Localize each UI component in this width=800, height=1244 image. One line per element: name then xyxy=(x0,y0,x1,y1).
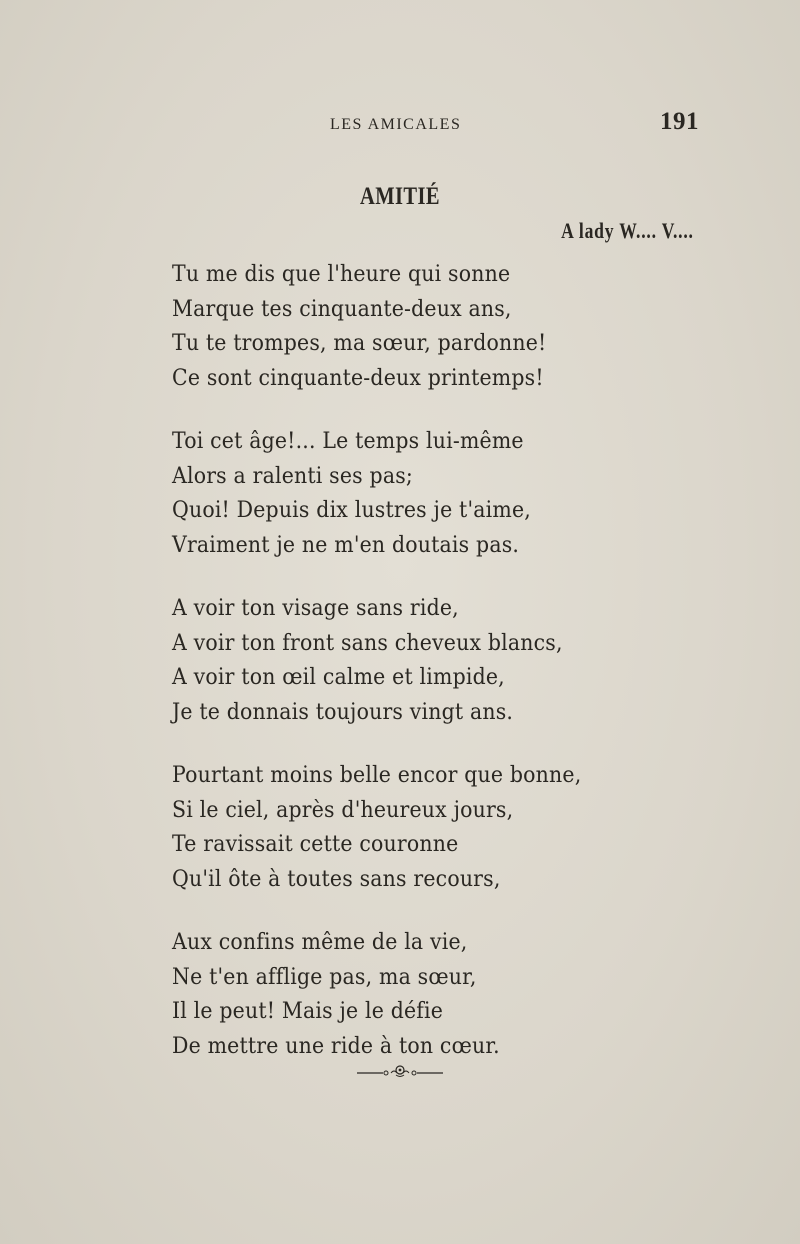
verse-line: Tu te trompes, ma sœur, pardonne! xyxy=(172,331,547,356)
verse-line: A voir ton front sans cheveux blancs, xyxy=(172,630,563,656)
verse-line: Ce sont cinquante-deux printemps! xyxy=(172,365,544,391)
running-title: LES AMICALES xyxy=(330,116,462,133)
verse-line: Si le ciel, après d'heureux jours, xyxy=(172,797,514,823)
verse-line: Alors a ralenti ses pas; xyxy=(172,463,413,489)
stanza-2 xyxy=(172,425,672,563)
stanza-4 xyxy=(172,759,672,897)
fleuron-icon xyxy=(0,1064,800,1084)
verse-line: Pourtant moins belle encor que bonne, xyxy=(172,763,582,788)
running-head xyxy=(0,108,800,138)
verse-line: A voir ton œil calme et limpide, xyxy=(172,665,505,690)
stanza-3 xyxy=(172,592,672,730)
verse-line: Qu'il ôte à toutes sans recours, xyxy=(172,866,501,892)
verse-line: Aux confins même de la vie, xyxy=(172,930,468,955)
verse-line: Il le peut! Mais je le défie xyxy=(172,999,444,1024)
verse-line: Tu me dis que l'heure qui sonne xyxy=(172,262,511,287)
page-number: 191 xyxy=(660,108,699,135)
stanza-5 xyxy=(172,926,672,1064)
verse-line: Te ravissait cette couronne xyxy=(172,832,459,857)
verse-line: Je te donnais toujours vingt ans. xyxy=(172,699,514,725)
stanza-1 xyxy=(172,258,672,396)
verse-line: Ne t'en afflige pas, ma sœur, xyxy=(172,964,477,990)
verse-line: Marque tes cinquante-deux ans, xyxy=(172,296,512,322)
verse-line: Toi cet âge!... Le temps lui-même xyxy=(172,429,524,454)
verse-line: Quoi! Depuis dix lustres je t'aime, xyxy=(172,498,531,523)
poem-body xyxy=(172,258,672,1093)
verse-line: De mettre une ride à ton cœur. xyxy=(172,1033,500,1059)
verse-line: Vraiment je ne m'en doutais pas. xyxy=(172,532,520,558)
verse-line: A voir ton visage sans ride, xyxy=(172,596,459,621)
poem-title: AMITIÉ xyxy=(360,183,440,210)
poem-dedication: A lady W.... V.... xyxy=(561,218,694,243)
